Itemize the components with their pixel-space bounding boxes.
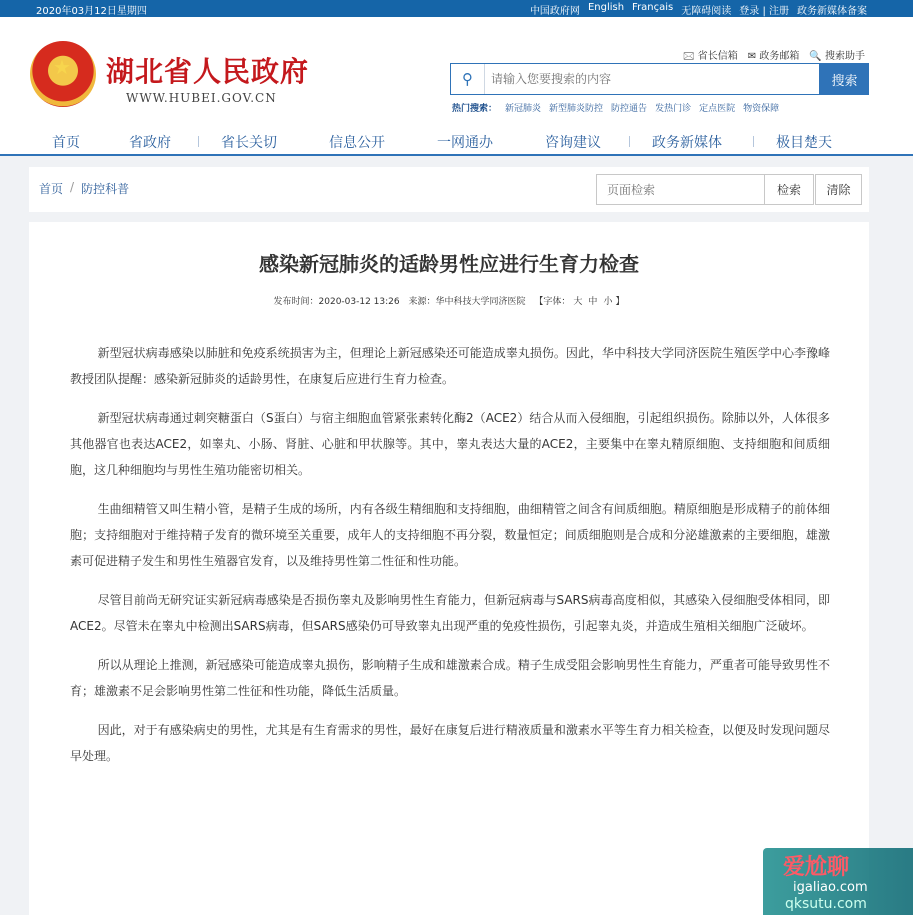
breadcrumb-separator: / xyxy=(70,180,75,194)
watermark-brand: 爱尬聊 xyxy=(783,855,850,880)
governor-mailbox-link[interactable]: 🖂 省长信箱 xyxy=(682,51,738,62)
watermark-logo xyxy=(763,848,913,915)
nav-item-information-disclosure[interactable]: 信息公开 xyxy=(329,135,385,151)
article-paragraph: 新型冠状病毒感染以肺脏和免疫系统损害为主，但理论上新冠感染还可能造成睾丸损伤。因此，华中科技大学同济医院生殖医学中心李豫峰教授团队提醒：感染新冠肺炎的适龄男性，在康复后应进行生育力检查。 xyxy=(70,346,830,386)
link-gov-cn[interactable]: 中国政府网 xyxy=(529,6,580,17)
page-search-input[interactable] xyxy=(596,174,764,205)
article-paragraph: 尽管目前尚无研究证实新冠病毒感染是否损伤睾丸及影响男性生育能力，但新冠病毒与SARS病毒高度相似，其感染入侵细胞受体相同，即ACE2。尽管未在睾丸中检测出SARS病毒，但SARS感染仍可导致睾丸出现严重的免疫性损伤，引起睾丸炎，并造成生殖相关细胞广泛破坏。 xyxy=(70,593,830,633)
font-size-large[interactable]: 大 xyxy=(573,297,583,307)
search-box xyxy=(450,63,820,95)
nav-item-provincial-government[interactable]: 省政府 xyxy=(129,135,171,151)
nav-divider xyxy=(753,136,754,147)
article-paragraph: 所以从理论上推测，新冠感染可能造成睾丸损伤，影响精子生成和雄激素合成。精子生成受阻会影响男性生育能力，严重者可能导致男性不育；雄激素不足会影响男性第二性征和性功能，降低生活质量。 xyxy=(70,658,830,698)
page-search-button[interactable]: 检索 xyxy=(764,174,814,205)
breadcrumb xyxy=(39,180,129,197)
site-url: WWW.HUBEI.GOV.CN xyxy=(126,91,277,105)
watermark-url-secondary: qksutu.com xyxy=(785,896,867,912)
search-help-link[interactable]: 🔍 搜索助手 xyxy=(809,51,865,62)
nav-divider xyxy=(198,136,199,147)
font-size-medium[interactable]: 中 xyxy=(588,297,598,307)
national-emblem-icon[interactable]: ★ xyxy=(30,41,96,107)
link-english[interactable]: English xyxy=(587,2,625,13)
nav-divider xyxy=(629,136,630,147)
nav-item-one-stop-service[interactable]: 一网通办 xyxy=(437,135,493,151)
breadcrumb-bar xyxy=(29,167,869,212)
nav-item-consultation[interactable]: 咨询建议 xyxy=(545,135,601,151)
link-new-media-record[interactable]: 政务新媒体备案 xyxy=(797,6,867,17)
search-input[interactable] xyxy=(491,68,811,90)
watermark-url: igaliao.com xyxy=(793,880,868,895)
article-paragraph: 生曲细精管又叫生精小管，是精子生成的场所，内有各级生精细胞和支持细胞，曲细精管之间含有间质细胞。精原细胞是形成精子的前体细胞；支持细胞对于维持精子发育的微环境至关重要，成年人的支持细胞不再分裂，数量恒定；间质细胞则是合成和分泌雄激素的主要细胞，雄激素可促进精子发生和男性生殖器官发育，以及维持男性第二性征和性功能。 xyxy=(70,502,830,568)
link-accessible-reading[interactable]: 无障碍阅读 xyxy=(681,6,732,17)
search-button[interactable]: 搜索 xyxy=(820,63,869,95)
hot-term[interactable]: 新型肺炎防控 xyxy=(549,104,604,114)
hot-term[interactable]: 防控通告 xyxy=(611,104,648,114)
publish-time: 发布时间：2020-03-12 13:26 xyxy=(273,297,400,307)
gov-email-link[interactable]: ✉ 政务邮箱 xyxy=(747,51,800,62)
search-icon: ⚲ xyxy=(451,64,485,94)
top-links xyxy=(530,2,867,17)
hot-term[interactable]: 发热门诊 xyxy=(655,104,692,114)
site-name[interactable]: 湖北省人民政府 xyxy=(106,55,310,88)
hot-searches xyxy=(452,101,779,114)
article-paragraph: 因此，对于有感染病史的男性，尤其是有生育需求的男性，最好在康复后进行精液质量和激素水平等生育力相关检查，以便及时发现问题尽早处理。 xyxy=(70,723,830,763)
article-meta xyxy=(29,294,869,307)
article-title: 感染新冠肺炎的适龄男性应进行生育力检查 xyxy=(259,252,639,276)
hot-search-label: 热门搜索： xyxy=(452,104,498,114)
nav-item-governor-concerns[interactable]: 省长关切 xyxy=(221,135,277,151)
clear-button[interactable]: 清除 xyxy=(815,174,862,205)
article-body xyxy=(70,340,830,782)
hot-term[interactable]: 新冠肺炎 xyxy=(505,104,542,114)
font-size-controls: 【字体： 大 中 小 】 xyxy=(534,297,625,307)
main-nav xyxy=(0,125,913,156)
breadcrumb-current[interactable]: 防控科普 xyxy=(81,182,130,196)
article-source: 来源：华中科技大学同济医院 xyxy=(408,297,526,307)
nav-item-home[interactable]: 首页 xyxy=(52,135,80,151)
article-paragraph: 新型冠状病毒通过刺突糖蛋白（S蛋白）与宿主细胞血管紧张素转化酶2（ACE2）结合从而入侵细胞，引起组织损伤。除肺以外，人体很多其他器官也表达ACE2，如睾丸、小肠、肾脏、心脏和甲状腺等。其中，睾丸表达大量的ACE2，主要集中在睾丸精原细胞、支持细胞和间质细胞，这几种细胞均与男性生殖功能密切相关。 xyxy=(70,411,830,477)
top-bar xyxy=(0,0,913,17)
link-francais[interactable]: Français xyxy=(632,2,674,13)
font-size-small[interactable]: 小 xyxy=(603,297,613,307)
article xyxy=(29,222,869,915)
nav-item-new-media[interactable]: 政务新媒体 xyxy=(652,135,722,151)
link-login-register[interactable]: 登录 | 注册 xyxy=(739,6,789,17)
site-header xyxy=(0,17,913,125)
hot-term[interactable]: 物资保障 xyxy=(743,104,780,114)
date-text: 2020年03月12日星期四 xyxy=(36,6,147,17)
breadcrumb-home[interactable]: 首页 xyxy=(39,182,64,196)
nav-item-jimu-chutian[interactable]: 极目楚天 xyxy=(776,135,832,151)
hot-term[interactable]: 定点医院 xyxy=(699,104,736,114)
